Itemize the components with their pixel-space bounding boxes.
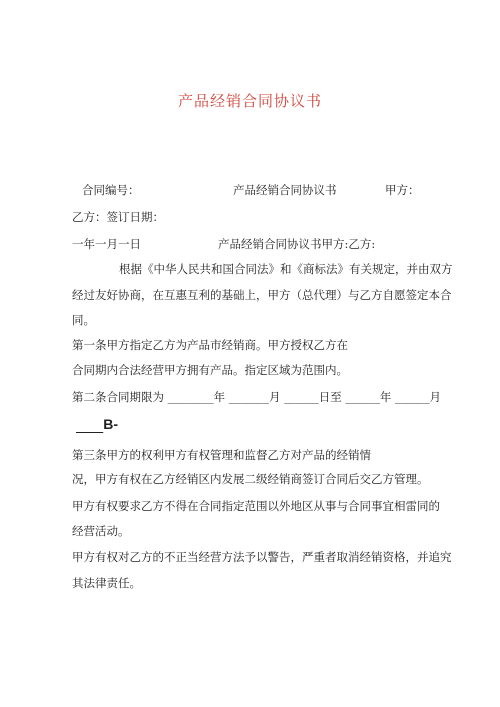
article-3-line: 况，甲方有权在乙方经销区内发展二级经销商签订合同后交乙方管理。 [72,472,429,486]
separator-blank [76,416,103,432]
article-1-line: 第一条甲方指定乙方为产品市经销商。甲方授权乙方在 [72,338,348,352]
intro-line: 根据《中华人民共和国合同法》和《商标法》有关规定，并由双方 [119,262,453,276]
article-3-line: 甲方有权对乙方的不正当经营方法予以警告，严重者取消经销资格，并追究 [72,550,452,564]
intro-line: 同。 [72,313,95,327]
article-3-line: 第三条甲方的权利甲方有权管理和监督乙方对产品的经销情 [72,448,371,462]
article-3-line: 甲方有权要求乙方不得在合同指定范围以外地区从事与合同事宜相雷同的 [72,499,440,513]
party-a-label: 甲方： [385,183,420,197]
date-line-text: 产品经销合同协议书甲方:乙方: [218,237,376,251]
article-3-line: 经营活动。 [72,524,130,538]
article-3-line: 其法律责任。 [72,576,141,590]
separator-text: B- [103,416,119,432]
header-doc-name: 产品经销合同协议书 [233,183,337,197]
document-title: 产品经销合同协议书 [177,92,322,110]
section-separator [76,416,118,432]
party-b-sign-date-line: 乙方：签订日期： [72,210,164,224]
contract-number-label: 合同编号： [82,183,140,197]
intro-line: 经过友好协商，在互惠互利的基础上，甲方（总代理）与乙方自愿签定本合 [72,288,452,302]
article-1-line: 合同期内合法经营甲方拥有产品。指定区域为范围内。 [72,363,348,377]
sign-date-value: 一年一月一日 [72,237,141,251]
article-2-term-line: 第二条合同期限为 ________年 _______月 ______日至 ______年 ______月 [72,390,442,404]
